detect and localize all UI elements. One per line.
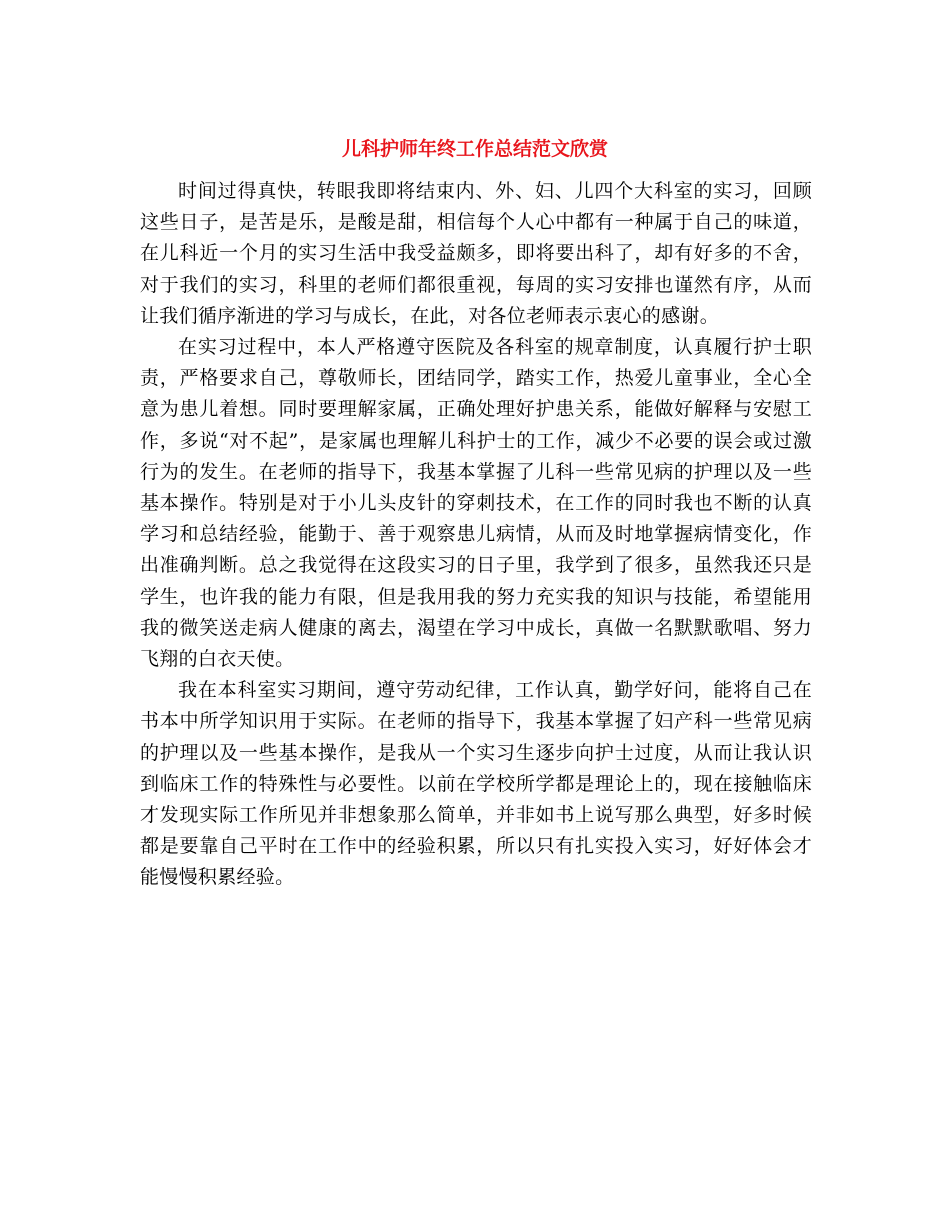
document-body xyxy=(140,176,812,894)
paragraph-1: 时间过得真快，转眼我即将结束内、外、妇、儿四个大科室的实习，回顾这些日子，是苦是乐，是酸是甜，相信每个人心中都有一种属于自己的味道，在儿科近一个月的实习生活中我受益颇多，即将要出科了，却有好多的不舍，对于我们的实习，科里的老师们都很重视，每周的实习安排也谨然有序，从而让我们循序渐进的学习与成长，在此，对各位老师表示衷心的感谢。 xyxy=(140,180,812,327)
paragraph-2: 在实习过程中，本人严格遵守医院及各科室的规章制度，认真履行护士职责，严格要求自己，尊敬师长，团结同学，踏实工作，热爱儿童事业，全心全意为患儿着想。同时要理解家属，正确处理好护患关系，能做好解释与安慰工作，多说“对不起”，是家属也理解儿科护士的工作，减少不必要的误会或过激行为的发生。在老师的指导下，我基本掌握了儿科一些常见病的护理以及一些基本操作。特别是对于小儿头皮针的穿刺技术，在工作的同时我也不断的认真学习和总结经验，能勤于、善于观察患儿病情，从而及时地掌握病情变化，作出准确判断。总之我觉得在这段实习的日子里，我学到了很多，虽然我还只是学生，也许我的能力有限，但是我用我的努力充实我的知识与技能，希望能用我的微笑送走病人健康的离去，渴望在学习中成长，真做一名默默歌唱、努力飞翔的白衣天使。 xyxy=(140,336,812,671)
paragraph-3: 我在本科室实习期间，遵守劳动纪律，工作认真，勤学好问，能将自己在书本中所学知识用于实际。在老师的指导下，我基本掌握了妇产科一些常见病的护理以及一些基本操作，是我从一个实习生逐步向护士过度，从而让我认识到临床工作的特殊性与必要性。以前在学校所学都是理论上的，现在接触临床才发现实际工作所见并非想象那么简单，并非如书上说写那么典型，好多时候都是要靠自己平时在工作中的经验积累，所以只有扎实投入实习，好好体会才能慢慢积累经验。 xyxy=(140,679,812,889)
document-title: 儿科护师年终工作总结范文欣赏 xyxy=(341,138,608,160)
